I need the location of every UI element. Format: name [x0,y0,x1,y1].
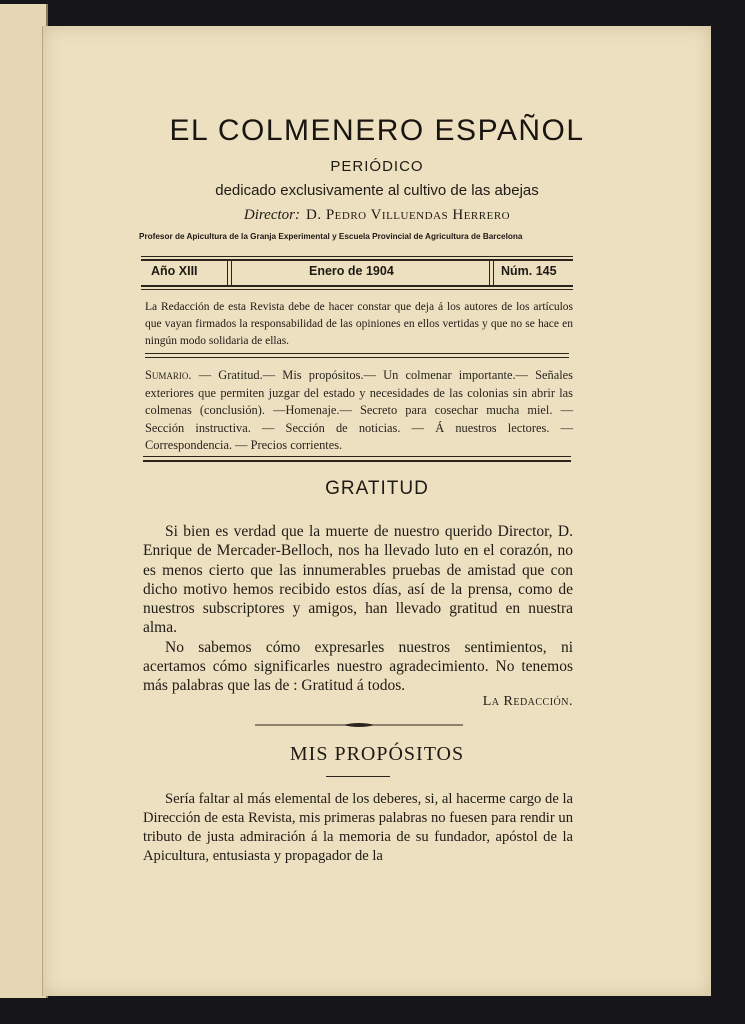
table-of-contents [145,367,573,455]
propositos-title: MIS PROPÓSITOS [289,743,465,765]
masthead-title: EL COLMENERO ESPAÑOL [169,114,585,147]
issue-rule-bottom [141,289,573,290]
gratitud-signature: La Redacción. [482,694,573,709]
masthead-dedication: dedicado exclusivamente al cultivo de las abejas [215,182,539,199]
propositos-paragraph: Sería faltar al más elemental de los deberes, si, al hacerme cargo de la Dirección de esta Revista, mis primeras palabras no fuesen para rendir un tributo de justa admiración á la memoria de su fundador, apóstol de la Apicultura, entusiasta y propagador de la [143,791,573,864]
issue-info-box [141,259,573,287]
gratitud-paragraph: No sabemos cómo expresarles nuestros sentimientos, ni acertamos cómo significarles nuestro agradecimiento. No tenemos más palabras que las de : Gratitud á todos. [143,638,573,695]
issue-number: Núm. 145 [501,264,557,278]
gratitud-title: GRATITUD [325,478,429,499]
propositos-body [143,790,573,866]
editorial-notice: La Redacción de esta Revista debe de hacer constar que deja á los autores de los artículos que vayan firmados la responsabilidad de las opiniones en ellos vertidas y que no se hace en ningún modo solidaria de ellas. [145,301,573,347]
gratitud-paragraph: Si bien es verdad que la muerte de nuestro querido Director, D. Enrique de Mercader-Belloch, nos ha llevado luto en el corazón, no es menos cierto que las innumerables pruebas de amistad que con dicho motivo hemos recibido estos días, así de la prensa, como de nuestros subscriptores y amigos, han llevado gratitud en nuestra alma. [143,523,573,637]
sumario-label: Sumario. [145,368,192,382]
director-line [43,207,711,224]
issue-rule-bottom-thick [141,285,573,287]
director-label: Director: [243,207,300,223]
propositos-rule [326,776,390,777]
notice-rule [145,357,569,358]
issue-divider [489,261,494,285]
ornament-divider [255,721,463,729]
sumario-rule-thick [143,460,571,462]
issue-date: Enero de 1904 [309,264,394,278]
issue-rule-top [141,256,573,257]
previous-page-edge [0,4,48,998]
sumario-rule [143,456,571,457]
gratitud-body [143,522,573,696]
sumario-text: — Gratitud.— Mis propósitos.— Un colmenar importante.— Señales exteriores que permiten juzgar del estado y necesidades de las colonias sin abrir las colmenas (conclusión). —Homenaje.— Secreto para cosechar mucha miel. — Sección instructiva. — Sección de noticias. — Á nuestros lectores. — Correspondencia. — Precios corrientes. [145,368,573,452]
issue-divider [227,261,232,285]
masthead-subtitle: PERIÓDICO [330,158,424,175]
director-name: D. Pedro Villuendas Herrero [305,207,511,223]
notice-rule [145,353,569,354]
issue-year: Año XIII [151,264,198,278]
journal-page [42,26,711,996]
professor-line: Profesor de Apicultura de la Granja Experimental y Escuela Provincial de Agricultura de Barcelona [139,232,523,241]
